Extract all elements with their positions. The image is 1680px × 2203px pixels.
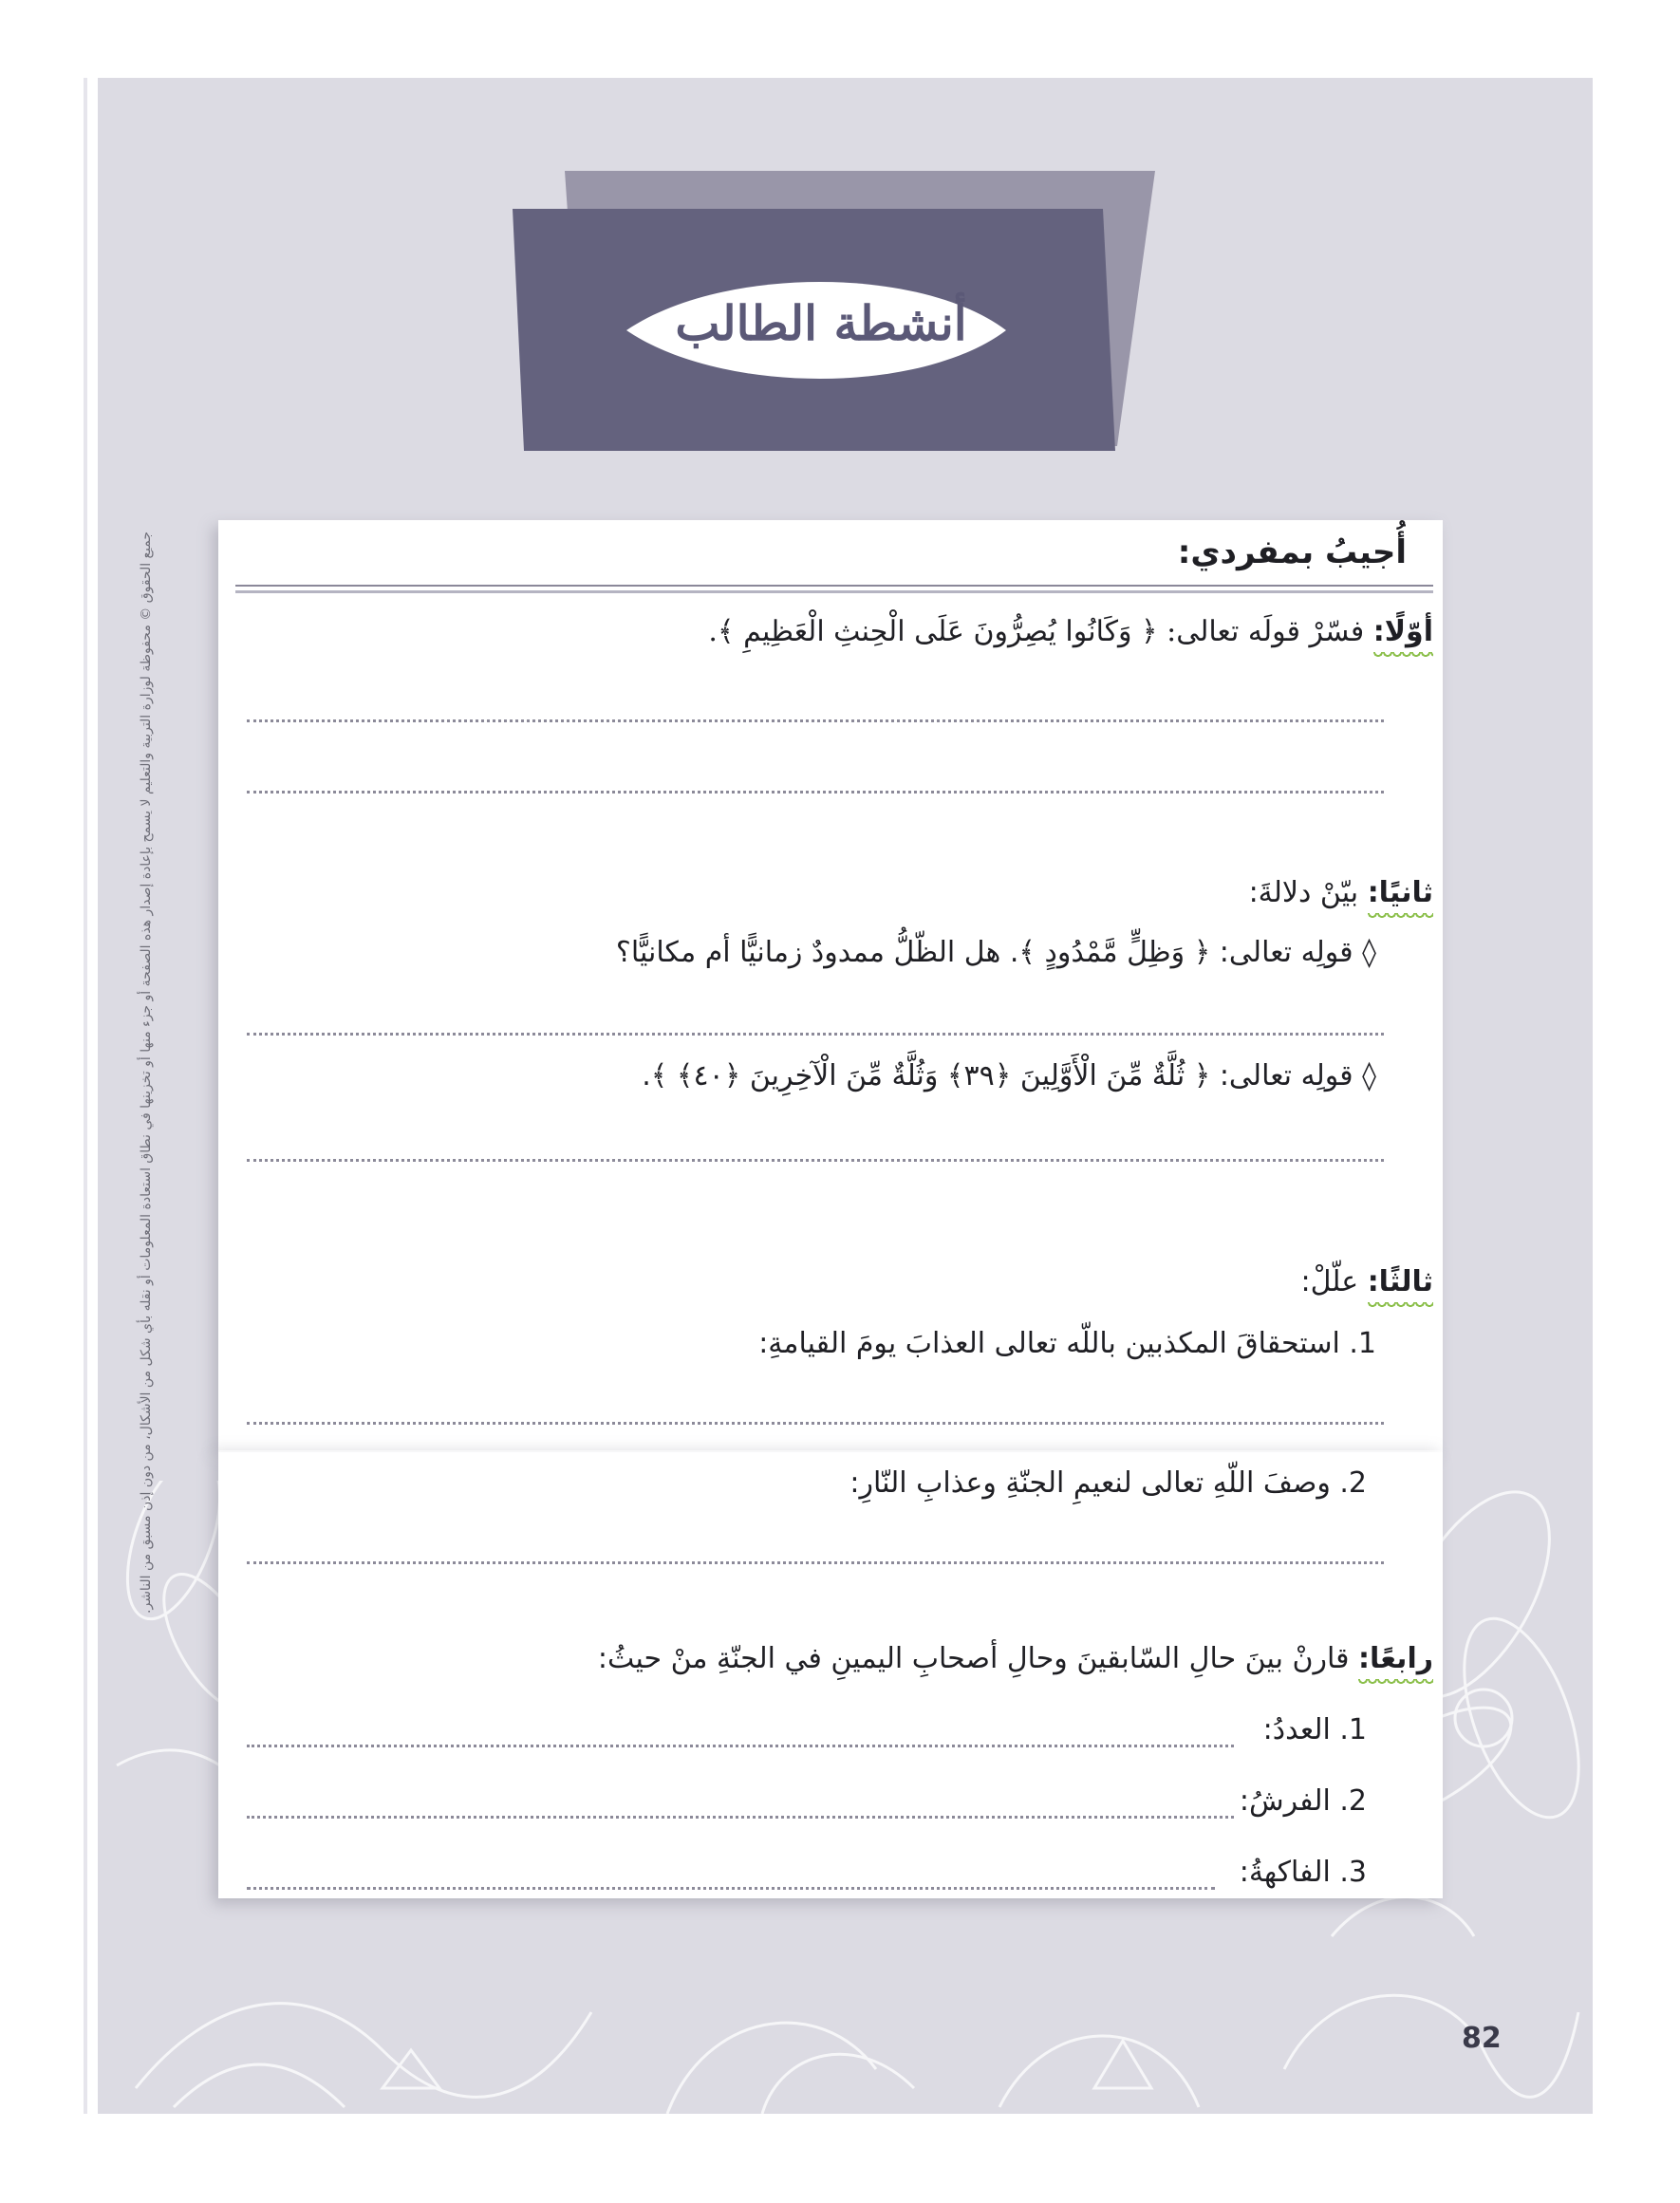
question-3 — [1300, 1265, 1433, 1298]
answer-line[interactable] — [247, 1561, 1384, 1564]
card-lower — [218, 1452, 1443, 1898]
heading-rule — [235, 585, 1433, 587]
heading-rule-secondary — [235, 590, 1433, 593]
question-4-item-1: 1. العددُ: — [1262, 1713, 1367, 1746]
answer-line[interactable] — [247, 1159, 1384, 1162]
question-2 — [1249, 876, 1433, 909]
question-3-text: علّلْ: — [1300, 1265, 1368, 1298]
question-3-item-2: 2. وصفَ اللّهِ تعالى لنعيمِ الجنّةِ وعذابِ النّارِ: — [849, 1466, 1367, 1500]
question-1-label: أوّلًا: — [1372, 615, 1433, 648]
question-2-item-1: ◊ قولِه تعالى: ﴿ وَظِلٍّ مَّمْدُودٍ ﴾. هل الظّلُّ ممدودٌ زمانيًّا أم مكانيًّا؟ — [615, 936, 1376, 969]
banner-title: أنشطة الطالب — [675, 294, 967, 351]
question-4-item-3: 3. الفاكهةُ: — [1239, 1856, 1367, 1889]
question-4 — [598, 1642, 1433, 1675]
page-number: 82 — [1462, 2022, 1502, 2055]
answer-line[interactable] — [247, 1887, 1215, 1890]
section-heading: أُجيبُ بمفردي: — [1177, 533, 1407, 571]
copyright-notice: جميع الحقوق © محفوظة لوزارة التربية والتعليم لا يسمح بإعادة إصدار هذه الصفحة أو جزء منها أو تخزينها في نطاق استعادة المعلومات أو نقله بأي شكل من الأشكال، من دون إذن مسبق من الناشر. — [139, 532, 154, 1614]
question-1 — [708, 615, 1433, 648]
answer-line[interactable] — [247, 1422, 1384, 1425]
spine-line — [84, 78, 87, 2114]
question-3-item-1: 1. استحقاقَ المكذبين باللّه تعالى العذابَ يومَ القيامةِ: — [758, 1327, 1376, 1360]
question-4-label: رابعًا: — [1357, 1642, 1433, 1675]
question-1-text: فسّرْ قولَه تعالى: ﴿ وَكَانُوا يُصِرُّونَ عَلَى الْحِنثِ الْعَظِيمِ ﴾. — [708, 615, 1373, 648]
answer-line[interactable] — [247, 719, 1384, 722]
question-3-label: ثالثًا: — [1367, 1265, 1433, 1298]
question-4-text: قارنْ بينَ حالِ السّابقينَ وحالِ أصحابِ اليمينِ في الجنّةِ منْ حيثُ: — [597, 1642, 1358, 1675]
question-2-text: بيّنْ دلالةَ: — [1248, 876, 1368, 909]
answer-line[interactable] — [247, 1745, 1234, 1747]
answer-line[interactable] — [247, 791, 1384, 793]
answer-line[interactable] — [247, 1033, 1384, 1036]
question-2-label: ثانيًا: — [1367, 876, 1433, 909]
answer-line[interactable] — [247, 1816, 1234, 1819]
question-2-item-2: ◊ قولِه تعالى: ﴿ ثُلَّةٌ مِّنَ الْأَوَّلِينَ ﴿٣٩﴾ وَثُلَّةٌ مِّنَ الْآخِرِينَ ﴿٤٠﴾ ﴾. — [642, 1059, 1376, 1092]
activities-card — [218, 520, 1443, 1450]
question-4-item-2: 2. الفرشُ: — [1239, 1784, 1367, 1818]
